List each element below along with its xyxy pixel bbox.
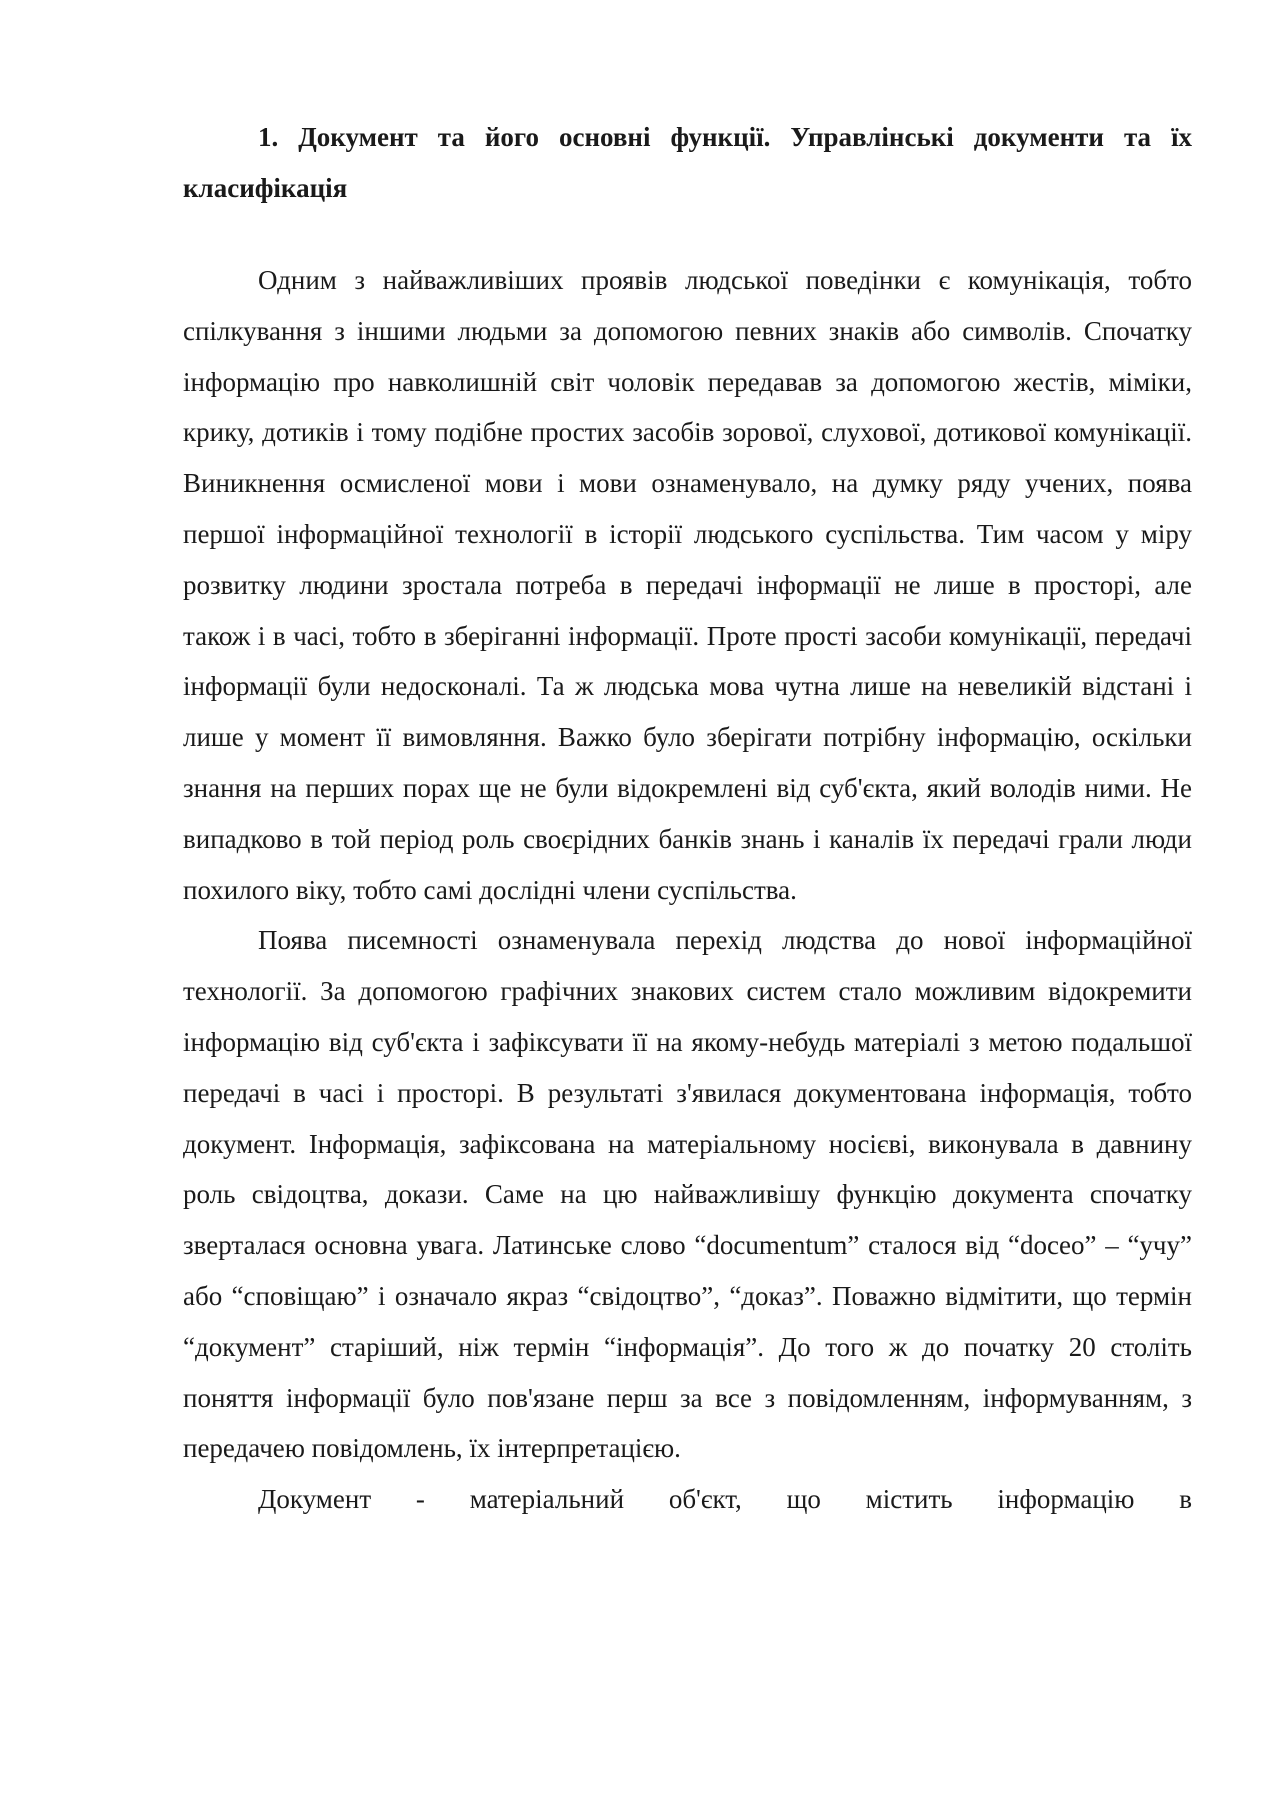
section-title: Документ та його основні функції. Управлінські документи та їх класифікація — [183, 122, 1193, 203]
paragraph-1: Одним з найважливіших проявів людської поведінки є комунікація, тобто спілкування з іншими людьми за допомогою певних знаків або символів. Спочатку інформацію про навколишній світ чоловік передавав за допомогою жестів, міміки, крику, дотиків і тому подібне простих засобів зорової, слухової, дотикової комунікації. Виникнення осмисленої мови і мови ознаменувало, на думку ряду учених, поява першої інформаційної технології в історії людського суспільства. Тим часом у міру розвитку людини зростала потреба в передачі інформації не лише в просторі, але також і в часі, тобто в зберіганні інформації. Проте прості засоби комунікації, передачі інформації були недосконалі. Та ж людська мова чутна лише на невеликій відстані і лише у момент її вимовляння. Важко було зберігати потрібну інформацію, оскільки знання на перших порах ще не були відокремлені від суб'єкта, який володів ними. Не випадково в той період роль своєрідних банків знань і каналів їх передачі грали люди похилого віку, тобто самі дослідні члени суспільства. — [183, 265, 1192, 905]
paragraph-2: Поява писемності ознаменувала перехід людства до нової інформаційної технології. За допомогою графічних знакових систем стало можливим відокремити інформацію від суб'єкта і зафіксувати її на якому-небудь матеріалі з метою подальшої передачі в часі і просторі. В результаті з'явилася документована інформація, тобто документ. Інформація, зафіксована на матеріальному носієві, виконувала в давнину роль свідоцтва, докази. Саме на цю найважливішу функцію документа спочатку зверталася основна увага. Латинське слово “documentum” сталося від “doceo” – “учу” або “сповіщаю” і означало якраз “свідоцтво”, “доказ”. Поважно відмітити, що термін “документ” старіший, ніж термін “інформація”. До того ж до початку 20 століть поняття інформації було пов'язане перш за все з повідомленням, інформуванням, з передачею повідомлень, їх інтерпретацією. — [183, 925, 1192, 1464]
paragraph-3: Документ - матеріальний об'єкт, що містить інформацію в — [258, 1484, 1192, 1515]
section-number: 1. — [258, 122, 279, 152]
document-body — [183, 112, 1192, 1525]
section-heading — [183, 112, 1192, 214]
